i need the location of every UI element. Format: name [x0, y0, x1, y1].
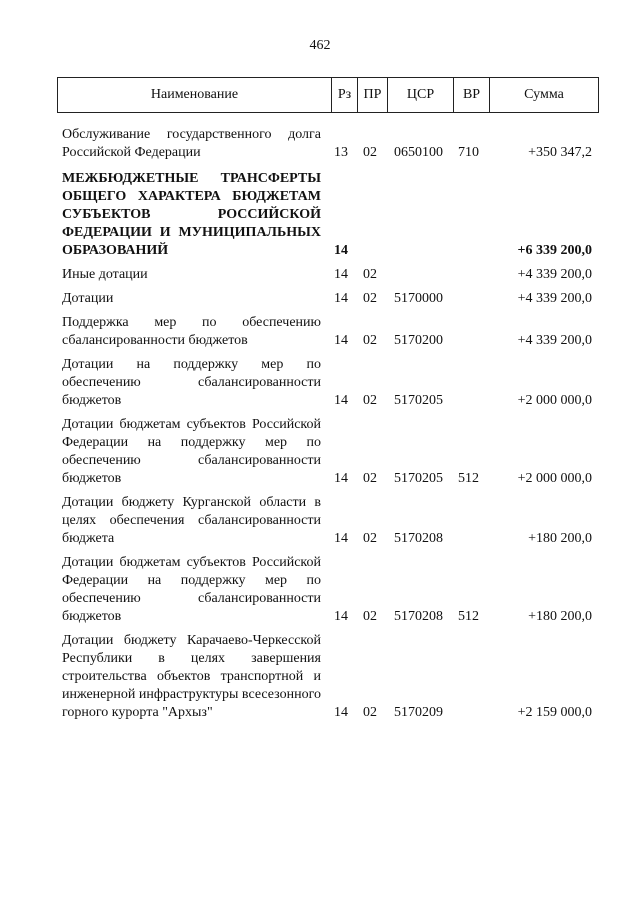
row-rz: 14: [334, 609, 348, 624]
row-csr: 5170205: [394, 393, 443, 408]
table-row: [0, 290, 640, 308]
page-number: 462: [309, 38, 331, 53]
table-body: [0, 120, 640, 722]
row-sum: +4 339 200,0: [517, 267, 592, 282]
row-vr: 512: [458, 471, 479, 486]
header-pr: ПР: [357, 78, 387, 112]
row-sum: +4 339 200,0: [517, 333, 592, 348]
row-name: Дотации бюджетам субъектов Российской Федерации на поддержку мер по обеспечению сбалансированности бюджетов: [62, 555, 321, 624]
header-sum: Сумма: [489, 78, 598, 112]
row-sum: +2 000 000,0: [517, 471, 592, 486]
table-row: [0, 554, 640, 626]
row-csr: 5170200: [394, 333, 443, 348]
row-sum: +6 339 200,0: [517, 243, 592, 258]
row-pr: 02: [363, 609, 377, 624]
row-csr: 5170208: [394, 531, 443, 546]
header-csr: ЦСР: [387, 78, 453, 112]
header-vr: ВР: [453, 78, 489, 112]
row-sum: +2 159 000,0: [517, 705, 592, 720]
row-pr: 02: [363, 393, 377, 408]
row-name: Иные дотации: [62, 267, 148, 282]
row-sum: +350 347,2: [528, 145, 592, 160]
row-pr: 02: [363, 471, 377, 486]
row-name: МЕЖБЮДЖЕТНЫЕ ТРАНСФЕРТЫ ОБЩЕГО ХАРАКТЕРА БЮДЖЕТАМ СУБЪЕКТОВ РОССИЙСКОЙ ФЕДЕРАЦИИ И МУНИЦИПАЛЬНЫХ ОБРАЗОВАНИЙ: [62, 171, 321, 258]
row-name: Дотации бюджетам субъектов Российской Федерации на поддержку мер по обеспечению сбалансированности бюджетов: [62, 417, 321, 486]
row-vr: 512: [458, 609, 479, 624]
row-rz: 14: [334, 471, 348, 486]
row-csr: 0650100: [394, 145, 443, 160]
row-vr: 710: [458, 145, 479, 160]
row-pr: 02: [363, 531, 377, 546]
row-pr: 02: [363, 333, 377, 348]
row-rz: 14: [334, 267, 348, 282]
header-rz: Рз: [331, 78, 357, 112]
row-csr: 5170209: [394, 705, 443, 720]
row-csr: 5170208: [394, 609, 443, 624]
row-pr: 02: [363, 145, 377, 160]
row-sum: +180 200,0: [528, 531, 592, 546]
table-row: [0, 170, 640, 260]
row-name: Дотации на поддержку мер по обеспечению сбалансированности бюджетов: [62, 357, 321, 408]
row-rz: 13: [334, 145, 348, 160]
row-name: Поддержка мер по обеспечению сбалансированности бюджетов: [62, 315, 321, 348]
row-name: Дотации бюджету Карачаево-Черкесской Республики в целях завершения строительства объектов транспортной и инженерной инфраструктуры всесезонного горного курорта "Архыз": [62, 633, 321, 720]
row-rz: 14: [334, 243, 348, 258]
row-sum: +2 000 000,0: [517, 393, 592, 408]
table-row: [0, 126, 640, 162]
table-row: [0, 314, 640, 350]
row-csr: 5170205: [394, 471, 443, 486]
row-csr: 5170000: [394, 291, 443, 306]
row-pr: 02: [363, 267, 377, 282]
table-row: [0, 416, 640, 488]
table-row: [0, 632, 640, 722]
row-sum: +180 200,0: [528, 609, 592, 624]
row-rz: 14: [334, 531, 348, 546]
table-row: [0, 494, 640, 548]
row-sum: +4 339 200,0: [517, 291, 592, 306]
row-name: Дотации: [62, 291, 114, 306]
row-name: Обслуживание государственного долга Российской Федерации: [62, 127, 321, 160]
table-row: [0, 356, 640, 410]
row-pr: 02: [363, 705, 377, 720]
table-header: [57, 77, 599, 113]
row-name: Дотации бюджету Курганской области в целях обеспечения сбалансированности бюджета: [62, 495, 321, 546]
row-rz: 14: [334, 393, 348, 408]
row-rz: 14: [334, 705, 348, 720]
row-rz: 14: [334, 333, 348, 348]
row-pr: 02: [363, 291, 377, 306]
table-row: [0, 266, 640, 284]
row-rz: 14: [334, 291, 348, 306]
header-name: Наименование: [150, 87, 239, 102]
